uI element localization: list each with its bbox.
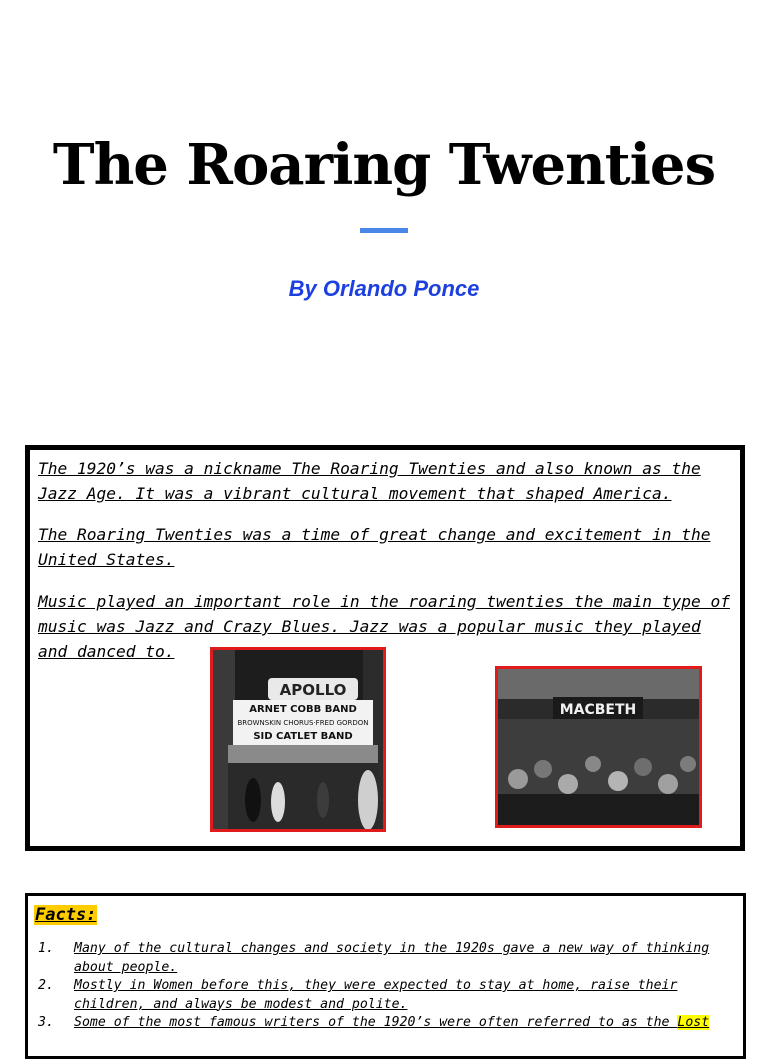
macbeth-sign-text: MACBETH: [559, 702, 637, 718]
intro-text-box: [25, 445, 745, 851]
list-number: 3.: [38, 1015, 54, 1030]
marquee-line: SID CATLET BAND: [253, 731, 353, 742]
title-accent-rule: [360, 228, 408, 233]
facts-label: Facts:: [35, 905, 97, 925]
list-number: 1.: [38, 941, 54, 956]
author-byline: By Orlando Ponce: [288, 276, 480, 301]
macbeth-crowd-photo: [495, 666, 702, 828]
fact-text: Some of the most famous writers of the 1920’s were often referred to as the: [74, 1015, 678, 1030]
apollo-sign-text: APOLLO: [279, 681, 347, 699]
intro-paragraph: The Roaring Twenties was a time of great change and excitement in the United States.: [38, 525, 711, 569]
facts-list: [28, 940, 743, 1033]
list-item: [28, 940, 743, 977]
list-item: [28, 977, 743, 1014]
facts-box: [25, 893, 746, 1059]
fact-text: Many of the cultural changes and society in the 1920s gave a new way of thinking about people.: [74, 941, 710, 975]
fact-text: Mostly in Women before this, they were expected to stay at home, raise their children, and always be modest and polite.: [74, 978, 678, 1012]
marquee-line: ARNET COBB BAND: [249, 704, 357, 715]
page-title: The Roaring Twenties: [52, 132, 716, 198]
apollo-marquee-photo: [210, 647, 386, 832]
intro-paragraph: Music played an important role in the roaring twenties the main type of music was Jazz and Crazy Blues. Jazz was a popular music they played and danced to.: [38, 592, 730, 661]
marquee-line: BROWNSKIN CHORUS·FRED GORDON: [237, 719, 369, 727]
intro-paragraph: The 1920’s was a nickname The Roaring Twenties and also known as the Jazz Age. It was a vibrant cultural movement that shaped America.: [38, 459, 701, 503]
fact-highlight-text: Lost: [677, 1015, 710, 1030]
list-item: [28, 1014, 743, 1033]
list-number: 2.: [38, 978, 54, 993]
